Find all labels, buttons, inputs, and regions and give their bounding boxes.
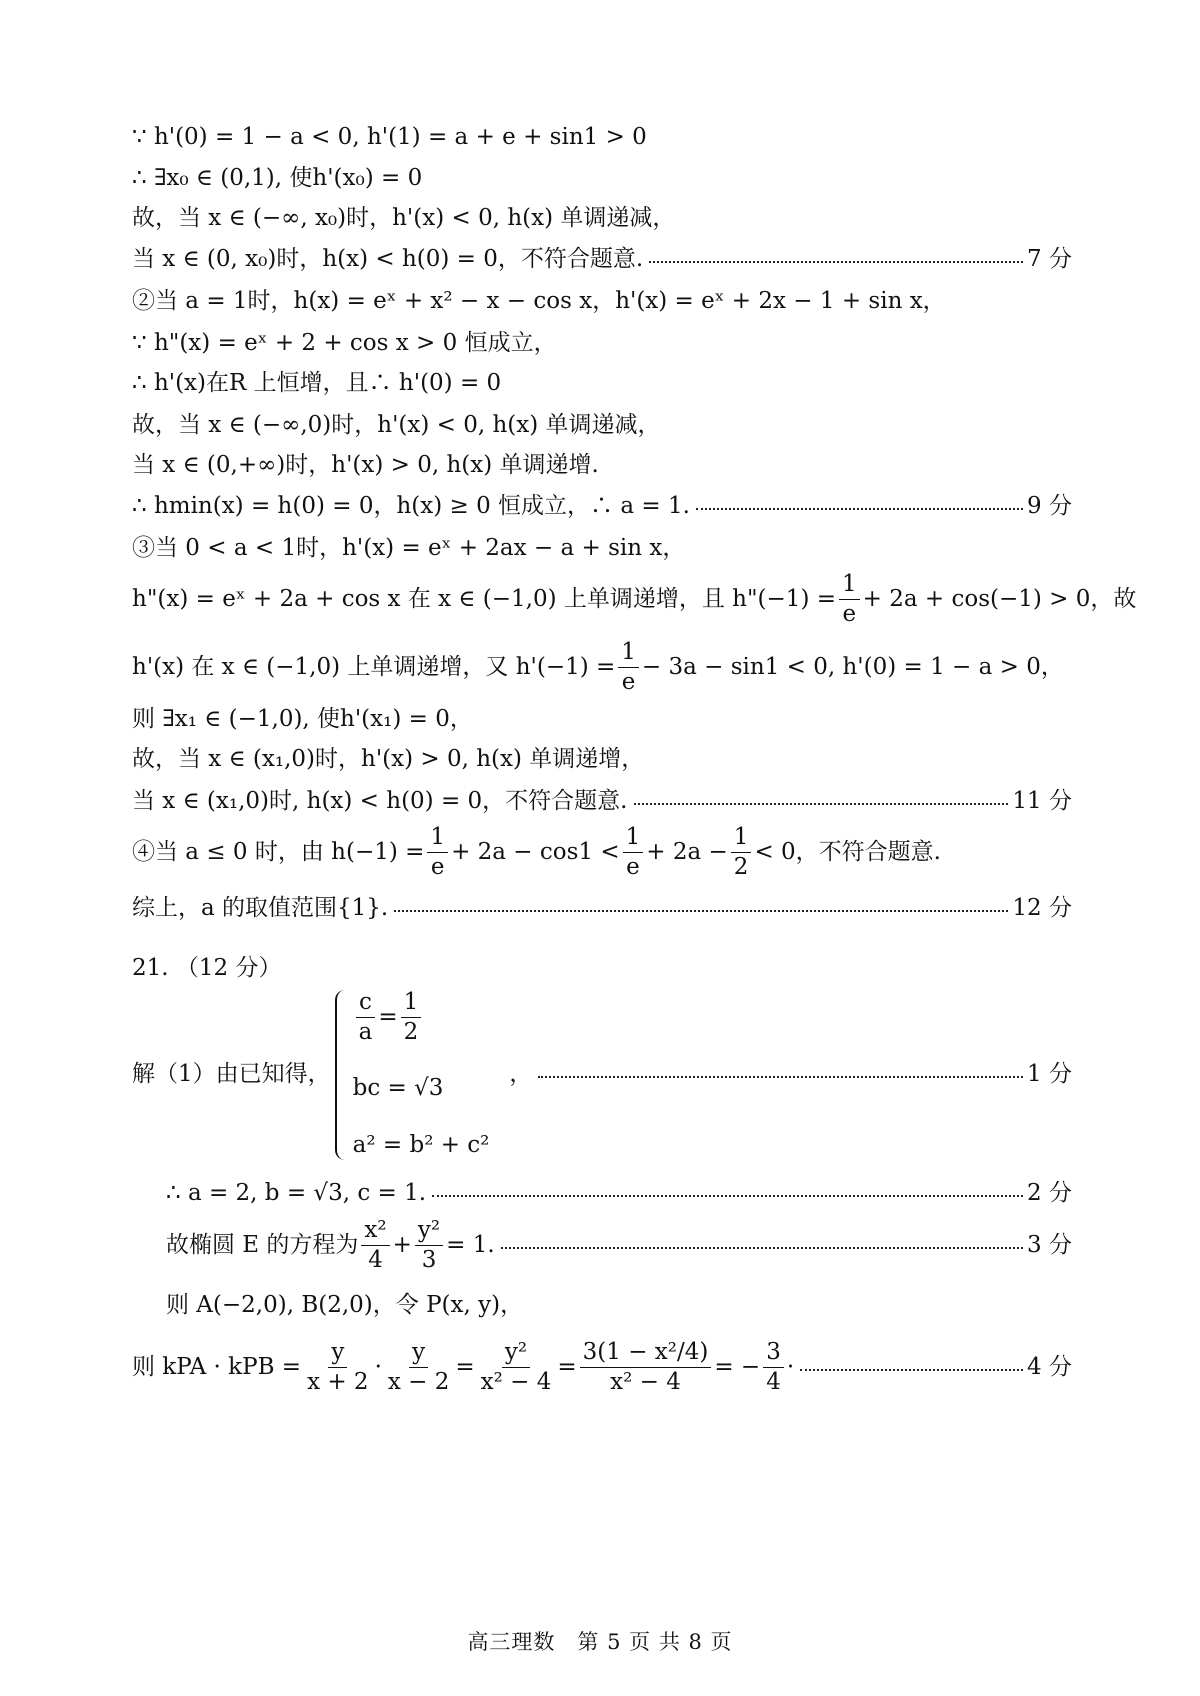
solution-line-6: ∵ h"(x) = eˣ + 2 + cos x > 0 恒成立，: [132, 330, 557, 356]
score-label: 11 分: [1012, 788, 1072, 814]
solution-line-4: 当 x ∈ (0, x₀)时，h(x) < h(0) = 0，不符合题意. 7 分: [132, 246, 1072, 272]
fraction: $\frac{1}{e}$: [427, 825, 448, 881]
score-label: 7 分: [1027, 246, 1072, 272]
solution-line-11: ③当 0 < a < 1时，h'(x) = eˣ + 2ax − a + sin x，: [132, 535, 686, 561]
solution-line-20: ∴ a = 2, b = √3, c = 1. 2 分: [166, 1180, 1072, 1206]
page-footer: 高三理数 第 5 页 共 8 页: [467, 1630, 733, 1654]
score-label: 9 分: [1027, 493, 1072, 519]
question-21-heading: 21. （12 分）: [132, 955, 282, 981]
dot-leader: [800, 1369, 1023, 1371]
dot-leader: [696, 508, 1023, 510]
solution-line-12: h"(x) = eˣ + 2a + cos x 在 x ∈ (−1,0) 上单调递增，且 h"(−1) = $\frac{1}{e}$ + 2a + cos(−1) > 0，故: [132, 571, 1137, 628]
dot-leader: [432, 1195, 1023, 1197]
dot-leader: [538, 1076, 1023, 1078]
dot-leader: [394, 910, 1008, 912]
solution-line-14: 则 ∃x₁ ∈ (−1,0), 使h'(x₁) = 0，: [132, 706, 473, 732]
fraction: $\frac{c}{a}$: [356, 990, 376, 1046]
solution-line-18: 综上，a 的取值范围{1}. 12 分: [132, 895, 1072, 921]
fraction: $\frac{y}{x + 2}$: [307, 1339, 369, 1396]
solution-line-22: 则 A(−2,0), B(2,0)，令 P(x, y)，: [166, 1292, 524, 1318]
left-brace: [335, 990, 347, 1160]
solution-line-5: ②当 a = 1时，h(x) = eˣ + x² − x − cos x，h'(x) = eˣ + 2x − 1 + sin x，: [132, 288, 946, 314]
solution-line-1: ∵ h'(0) = 1 − a < 0, h'(1) = a + e + sin1 > 0: [132, 124, 647, 150]
score-label: 12 分: [1012, 895, 1072, 921]
solution-line-8: 故，当 x ∈ (−∞,0)时，h'(x) < 0, h(x) 单调递减，: [132, 412, 661, 438]
solution-line-16: 当 x ∈ (x₁,0)时, h(x) < h(0) = 0，不符合题意. 11 分: [132, 788, 1072, 814]
fraction: $\frac{y}{x - 2}$: [387, 1339, 450, 1396]
solution-line-7: ∴ h'(x)在R 上恒增，且∴ h'(0) = 0: [132, 370, 502, 396]
dot-leader: [501, 1247, 1023, 1249]
fraction: $\frac{\text{x²}}{4}$: [361, 1218, 389, 1274]
dot-leader: [649, 261, 1023, 263]
solution-line-3: 故，当 x ∈ (−∞, x₀)时，h'(x) < 0, h(x) 单调递减，: [132, 205, 676, 231]
score-label: 1 分: [1027, 1061, 1072, 1088]
fraction: $\frac{3}{4}$: [763, 1340, 784, 1396]
solution-line-17: ④当 a ≤ 0 时，由 h(−1) = $\frac{1}{e}$ + 2a − cos1 < $\frac{1}{e}$ + 2a − $\frac{1}{2}$ < 0，不符合题意.: [132, 824, 941, 881]
solution-line-15: 故，当 x ∈ (x₁,0)时，h'(x) > 0, h(x) 单调递增，: [132, 746, 645, 772]
solution-line-9: 当 x ∈ (0,+∞)时，h'(x) > 0, h(x) 单调递增.: [132, 452, 599, 478]
ellipse-equation-line: 故椭圆 E 的方程为 $\frac{\text{x²}}{4}$ + $\frac{\text{y²}}{3}$ = 1. 3 分: [166, 1217, 1072, 1274]
fraction: $\frac{1}{e}$: [839, 572, 860, 628]
solution-line-13: h'(x) 在 x ∈ (−1,0) 上单调递增，又 h'(−1) = $\frac{1}{e}$ − 3a − sin1 < 0, h'(0) = 1 − a > 0，: [132, 639, 1064, 696]
fraction: $\frac{1}{e}$: [618, 640, 639, 696]
slope-product-line: 则 kPA · kPB = $\frac{y}{x + 2}$ · $\frac{y}{x - 2}$ = $\frac{\text{y²}}{\text{x² − 4}}$ = $\frac{\text{3(1 − x²/4)}}{\text{x² − 4}}$ = − $\frac{3}{4}$ · 4 分: [132, 1339, 1072, 1396]
equation-system: $\frac{c}{a}$ = $\frac{1}{2}$ bc = √3 a² = b² + c²: [335, 990, 490, 1160]
solution-line-10: ∴ hmin(x) = h(0) = 0，h(x) ≥ 0 恒成立，∴ a = 1. 9 分: [132, 493, 1072, 519]
score-label: 4 分: [1027, 1354, 1072, 1380]
score-label: 3 分: [1027, 1232, 1072, 1258]
equation-system-line: 解（1）由已知得， $\frac{c}{a}$ = $\frac{1}{2}$ bc = √3 a² = b² + c² ， 1 分: [132, 989, 1072, 1159]
score-label: 2 分: [1027, 1180, 1072, 1206]
fraction: $\frac{\text{3(1 − x²/4)}}{\text{x² − 4}}$: [580, 1340, 712, 1396]
fraction: $\frac{1}{2}$: [401, 990, 422, 1046]
solution-line-2: ∴ ∃x₀ ∈ (0,1), 使h'(x₀) = 0: [132, 165, 423, 191]
dot-leader: [634, 803, 1009, 805]
fraction: $\frac{\text{y²}}{\text{x² − 4}}$: [480, 1339, 552, 1396]
fraction: $\frac{1}{e}$: [623, 825, 644, 881]
fraction: $\frac{1}{2}$: [731, 825, 752, 881]
fraction: $\frac{\text{y²}}{3}$: [415, 1218, 443, 1274]
